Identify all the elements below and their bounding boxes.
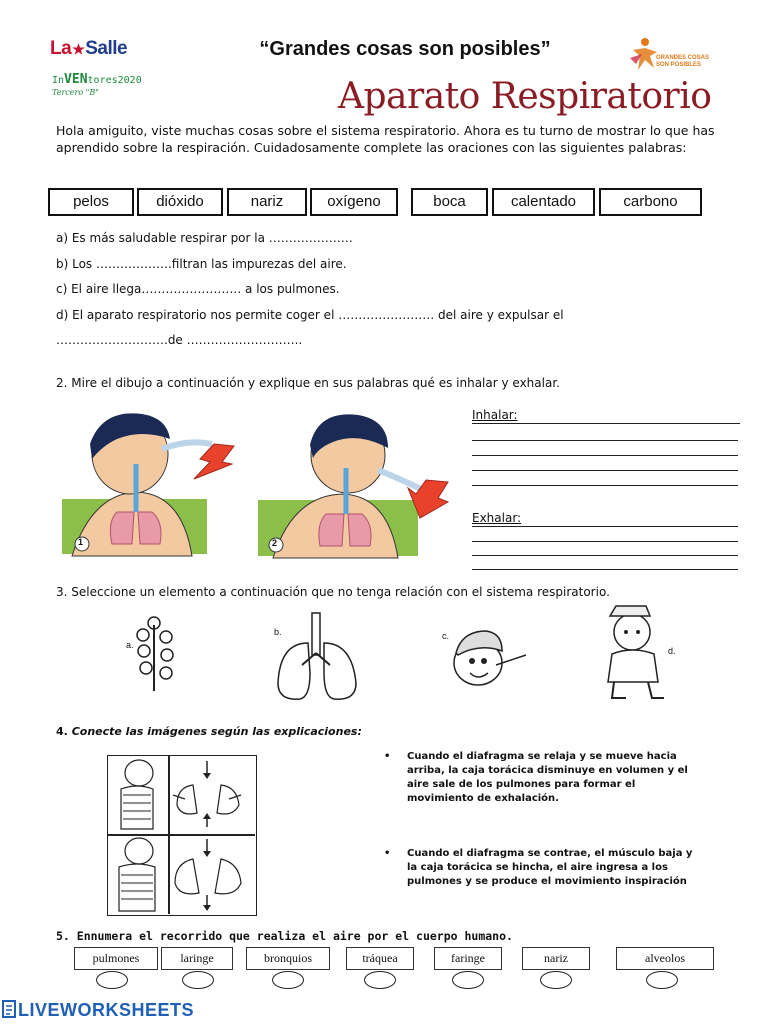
organ-box: faringe [434,947,502,970]
word-box: carbono [599,188,702,216]
bullet-icon: • [384,751,391,762]
organ-box: bronquios [246,947,330,970]
brand-logo: GRANDES COSAS SON POSIBLES [630,36,720,74]
answer-line[interactable] [472,555,738,556]
option-b-lungs[interactable] [270,613,365,703]
explanation-inhale[interactable]: • Cuando el diafragma se contrae, el músculo baja y la caja torácica se hincha, el aire ingresa a los pulmones y se produce el movimiento inspiración [384,848,693,887]
organ-box: nariz [522,947,590,970]
option-a-alveoli[interactable] [124,615,194,693]
answer-line[interactable] [472,470,738,471]
star-icon: ★ [72,41,85,57]
sentence-d-cont[interactable]: ……………………….de ……………………….. [56,333,303,347]
sentence-b[interactable]: b) Los ……………….filtran las impurezas del aire. [56,257,347,271]
order-oval[interactable] [540,971,572,989]
explanation-exhale[interactable]: • Cuando el diafragma se relaja y se mueve hacia arriba, la caja torácica disminuye en volumen y el aire sale de los pulmones para formar el movimiento de exhalación. [384,751,688,804]
tagline: “Grandes cosas son posibles” [259,38,551,60]
organ-box: pulmones [74,947,158,970]
organ-box: tráquea [346,947,414,970]
option-c-boy-face[interactable] [440,625,530,690]
order-oval[interactable] [646,971,678,989]
intro-text: Hola amiguito, viste muchas cosas sobre el sistema respiratorio. Ahora es tu turno de mostrar lo que has aprendido sobre la respiración. Cuidadosamente complete las oraciones con las siguientes palabras: [56,123,715,155]
order-oval[interactable] [182,971,214,989]
project-name: InVENtores2020 [52,72,142,87]
question-3: 3. Seleccione un elemento a continuación que no tenga relación con el sistema respiratorio. [56,585,610,599]
order-oval[interactable] [96,971,128,989]
order-oval[interactable] [364,971,396,989]
organ-box: alveolos [616,947,714,970]
sentence-c[interactable]: c) El aire llega……………………. a los pulmones. [56,282,340,296]
answer-line[interactable] [472,526,738,527]
sentence-a[interactable]: a) Es más saludable respirar por la ………………… [56,231,353,245]
word-box: pelos [48,188,134,216]
figure-number: 1 [78,537,84,547]
figure-number: 2 [272,538,278,548]
option-d-boy[interactable] [598,606,688,702]
question-2: 2. Mire el dibujo a continuación y explique en sus palabras qué es inhalar y exhalar. [56,376,560,390]
word-box: calentado [492,188,595,216]
option-label: c. [442,631,450,641]
option-label: a. [126,640,134,650]
word-box: dióxido [137,188,223,216]
bullet-icon: • [384,848,391,859]
answer-line[interactable] [472,541,738,542]
page-title: Aparato Respiratorio [338,76,712,117]
order-oval[interactable] [272,971,304,989]
order-oval[interactable] [452,971,484,989]
answer-line[interactable] [472,423,740,424]
word-box: nariz [227,188,307,216]
sentence-d[interactable]: d) El aparato respiratorio nos permite coger el …………………… del aire y expulsar el [56,308,564,322]
question-5: 5. Ennumera el recorrido que realiza el aire por el cuerpo humano. [56,929,513,943]
option-label: d. [668,646,676,656]
exhalar-label: Exhalar: [472,511,522,525]
word-box: oxígeno [310,188,398,216]
liveworksheets-logo: LIVEWORKSHEETS [0,1000,194,1021]
answer-line[interactable] [472,455,738,456]
grade-label: Tercero "B" [52,88,99,97]
diaphragm-diagram [107,755,257,916]
exhale-illustration [258,410,453,558]
answer-line[interactable] [472,485,738,486]
word-box: boca [411,188,488,216]
option-label: b. [274,627,282,637]
question-4: 4. Conecte las imágenes según las explicaciones: [56,725,362,738]
inhalar-label: Inhalar: [472,408,518,422]
sheet-icon [2,1000,16,1018]
answer-line[interactable] [472,440,738,441]
answer-line[interactable] [472,569,738,570]
organ-box: laringe [161,947,233,970]
inhale-illustration [62,404,237,556]
school-logo: La★Salle [50,38,128,59]
